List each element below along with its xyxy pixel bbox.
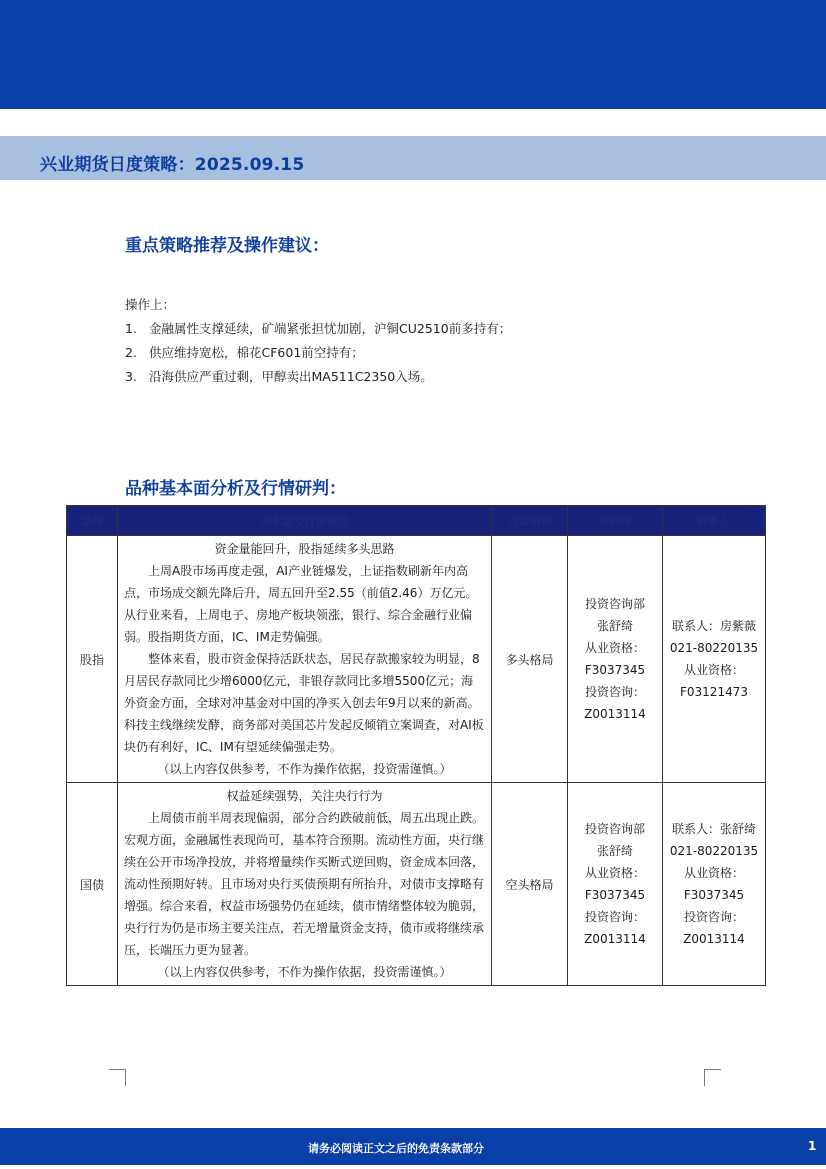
analyst-line: 张舒绮 — [596, 844, 633, 858]
analysis-disclaimer: （以上内容仅供参考，不作为操作依据，投资需谨慎。） — [157, 762, 452, 776]
strategy-item-number: 3. — [125, 369, 137, 384]
analyst-line: 投资咨询： — [584, 685, 645, 699]
analysis-cell — [118, 783, 492, 986]
strategy-heading: 重点策略推荐及操作建议： — [125, 236, 329, 256]
analyst-line: Z0013114 — [584, 707, 646, 721]
page-number: 1 — [808, 1139, 817, 1153]
strategy-list — [125, 293, 511, 389]
column-header-analyst: 分析师 — [568, 506, 663, 536]
strategy-intro: 操作上： — [125, 297, 176, 312]
crop-mark-right — [704, 1069, 721, 1086]
analysis-cell — [118, 536, 492, 783]
analyst-line: 张舒绮 — [596, 619, 633, 633]
analysis-title: 资金量能回升，股指延续多头思路 — [214, 542, 395, 556]
contact-line: 联系人：房紫薇 — [671, 619, 756, 633]
strategy-item-text: 供应维持宽松，棉花CF601前空持有； — [149, 345, 364, 360]
analysis-paragraph: 整体来看，股市资金保持活跃状态，居民存款搬家较为明显，8月居民存款同比少增6000亿元，非银存款同比多增5500亿元；海外资金方面，全球对冲基金对中国的净买入创去年9月以来的新高。科技主线继续发酵，商务部对美国芯片发起反倾销立案调查，对AI板块仍有利好，IC、IM有望延续偏强走势。 — [124, 652, 484, 754]
variety-cell: 股指 — [67, 536, 118, 783]
outlook-cell: 空头格局 — [492, 783, 568, 986]
analysis-table — [66, 505, 766, 986]
table-row — [67, 783, 766, 986]
contact-line: 投资咨询： — [683, 910, 744, 924]
document-title: 兴业期货日度策略：2025.09.15 — [40, 155, 305, 175]
contact-line: 021-80220135 — [669, 844, 759, 858]
analysis-paragraph: 上周A股市场再度走强，AI产业链爆发，上证指数刷新年内高点，市场成交额先降后升，周五回升至2.55（前值2.46）万亿元。从行业来看，上周电子、房地产板块领涨，银行、综合金融行业偏弱。股指期货方面，IC、IM走势偏强。 — [124, 564, 478, 644]
analyst-line: 投资咨询部 — [584, 597, 645, 611]
strategy-item — [125, 341, 511, 365]
analyst-line: Z0013114 — [584, 932, 646, 946]
column-header-contact: 联系人 — [663, 506, 766, 536]
contact-line: F03121473 — [680, 685, 748, 699]
analyst-line: 从业资格： — [584, 866, 645, 880]
strategy-item-number: 2. — [125, 345, 137, 360]
analyst-line: F3037345 — [584, 888, 646, 902]
contact-line: 021-80220135 — [669, 641, 759, 655]
contact-cell — [663, 783, 766, 986]
outlook-cell: 多头格局 — [492, 536, 568, 783]
top-banner — [0, 0, 826, 109]
analyst-cell — [568, 783, 663, 986]
contact-line: 从业资格： — [683, 866, 744, 880]
contact-line: F3037345 — [683, 888, 745, 902]
contact-cell — [663, 536, 766, 783]
strategy-item — [125, 365, 511, 389]
variety-cell: 国债 — [67, 783, 118, 986]
column-header-analysis: 基本面及行情研判 — [118, 506, 492, 536]
column-header-outlook: 行情研判 — [492, 506, 568, 536]
analysis-heading: 品种基本面分析及行情研判： — [125, 479, 346, 499]
analysis-title: 权益延续强势，关注央行行为 — [226, 789, 383, 803]
contact-line: Z0013114 — [683, 932, 745, 946]
analyst-line: 投资咨询： — [584, 910, 645, 924]
crop-mark-left — [109, 1069, 126, 1086]
column-header-variety: 品种 — [67, 506, 118, 536]
footer-disclaimer: 请务必阅读正文之后的免责条款部分 — [308, 1142, 484, 1155]
analyst-line: F3037345 — [584, 663, 646, 677]
analysis-disclaimer: （以上内容仅供参考，不作为操作依据，投资需谨慎。） — [157, 965, 452, 979]
contact-line: 联系人：张舒绮 — [671, 822, 756, 836]
contact-line: 从业资格： — [683, 663, 744, 677]
analysis-paragraph: 上周债市前半周表现偏弱，部分合约跌破前低，周五出现止跌。宏观方面，金融属性表现尚可，基本符合预期。流动性方面，央行继续在公开市场净投放，并将增量续作买断式逆回购，资金成本回落，流动性预期好转。且市场对央行买债预期有所抬升，对债市支撑略有增强。综合来看，权益市场强势仍在延续，债市情绪整体较为脆弱，央行行为仍是市场主要关注点，若无增量资金支持，债市或将继续承压，长端压力更为显著。 — [124, 811, 485, 957]
analyst-line: 从业资格： — [584, 641, 645, 655]
table-header-row — [67, 506, 766, 536]
strategy-item — [125, 317, 511, 341]
strategy-item-number: 1. — [125, 321, 137, 336]
analyst-cell — [568, 536, 663, 783]
table-row — [67, 536, 766, 783]
analyst-line: 投资咨询部 — [584, 822, 645, 836]
strategy-item-text: 金融属性支撑延续，矿端紧张担忧加剧，沪铜CU2510前多持有； — [149, 321, 512, 336]
strategy-item-text: 沿海供应严重过剩，甲醇卖出MA511C2350入场。 — [149, 369, 433, 384]
